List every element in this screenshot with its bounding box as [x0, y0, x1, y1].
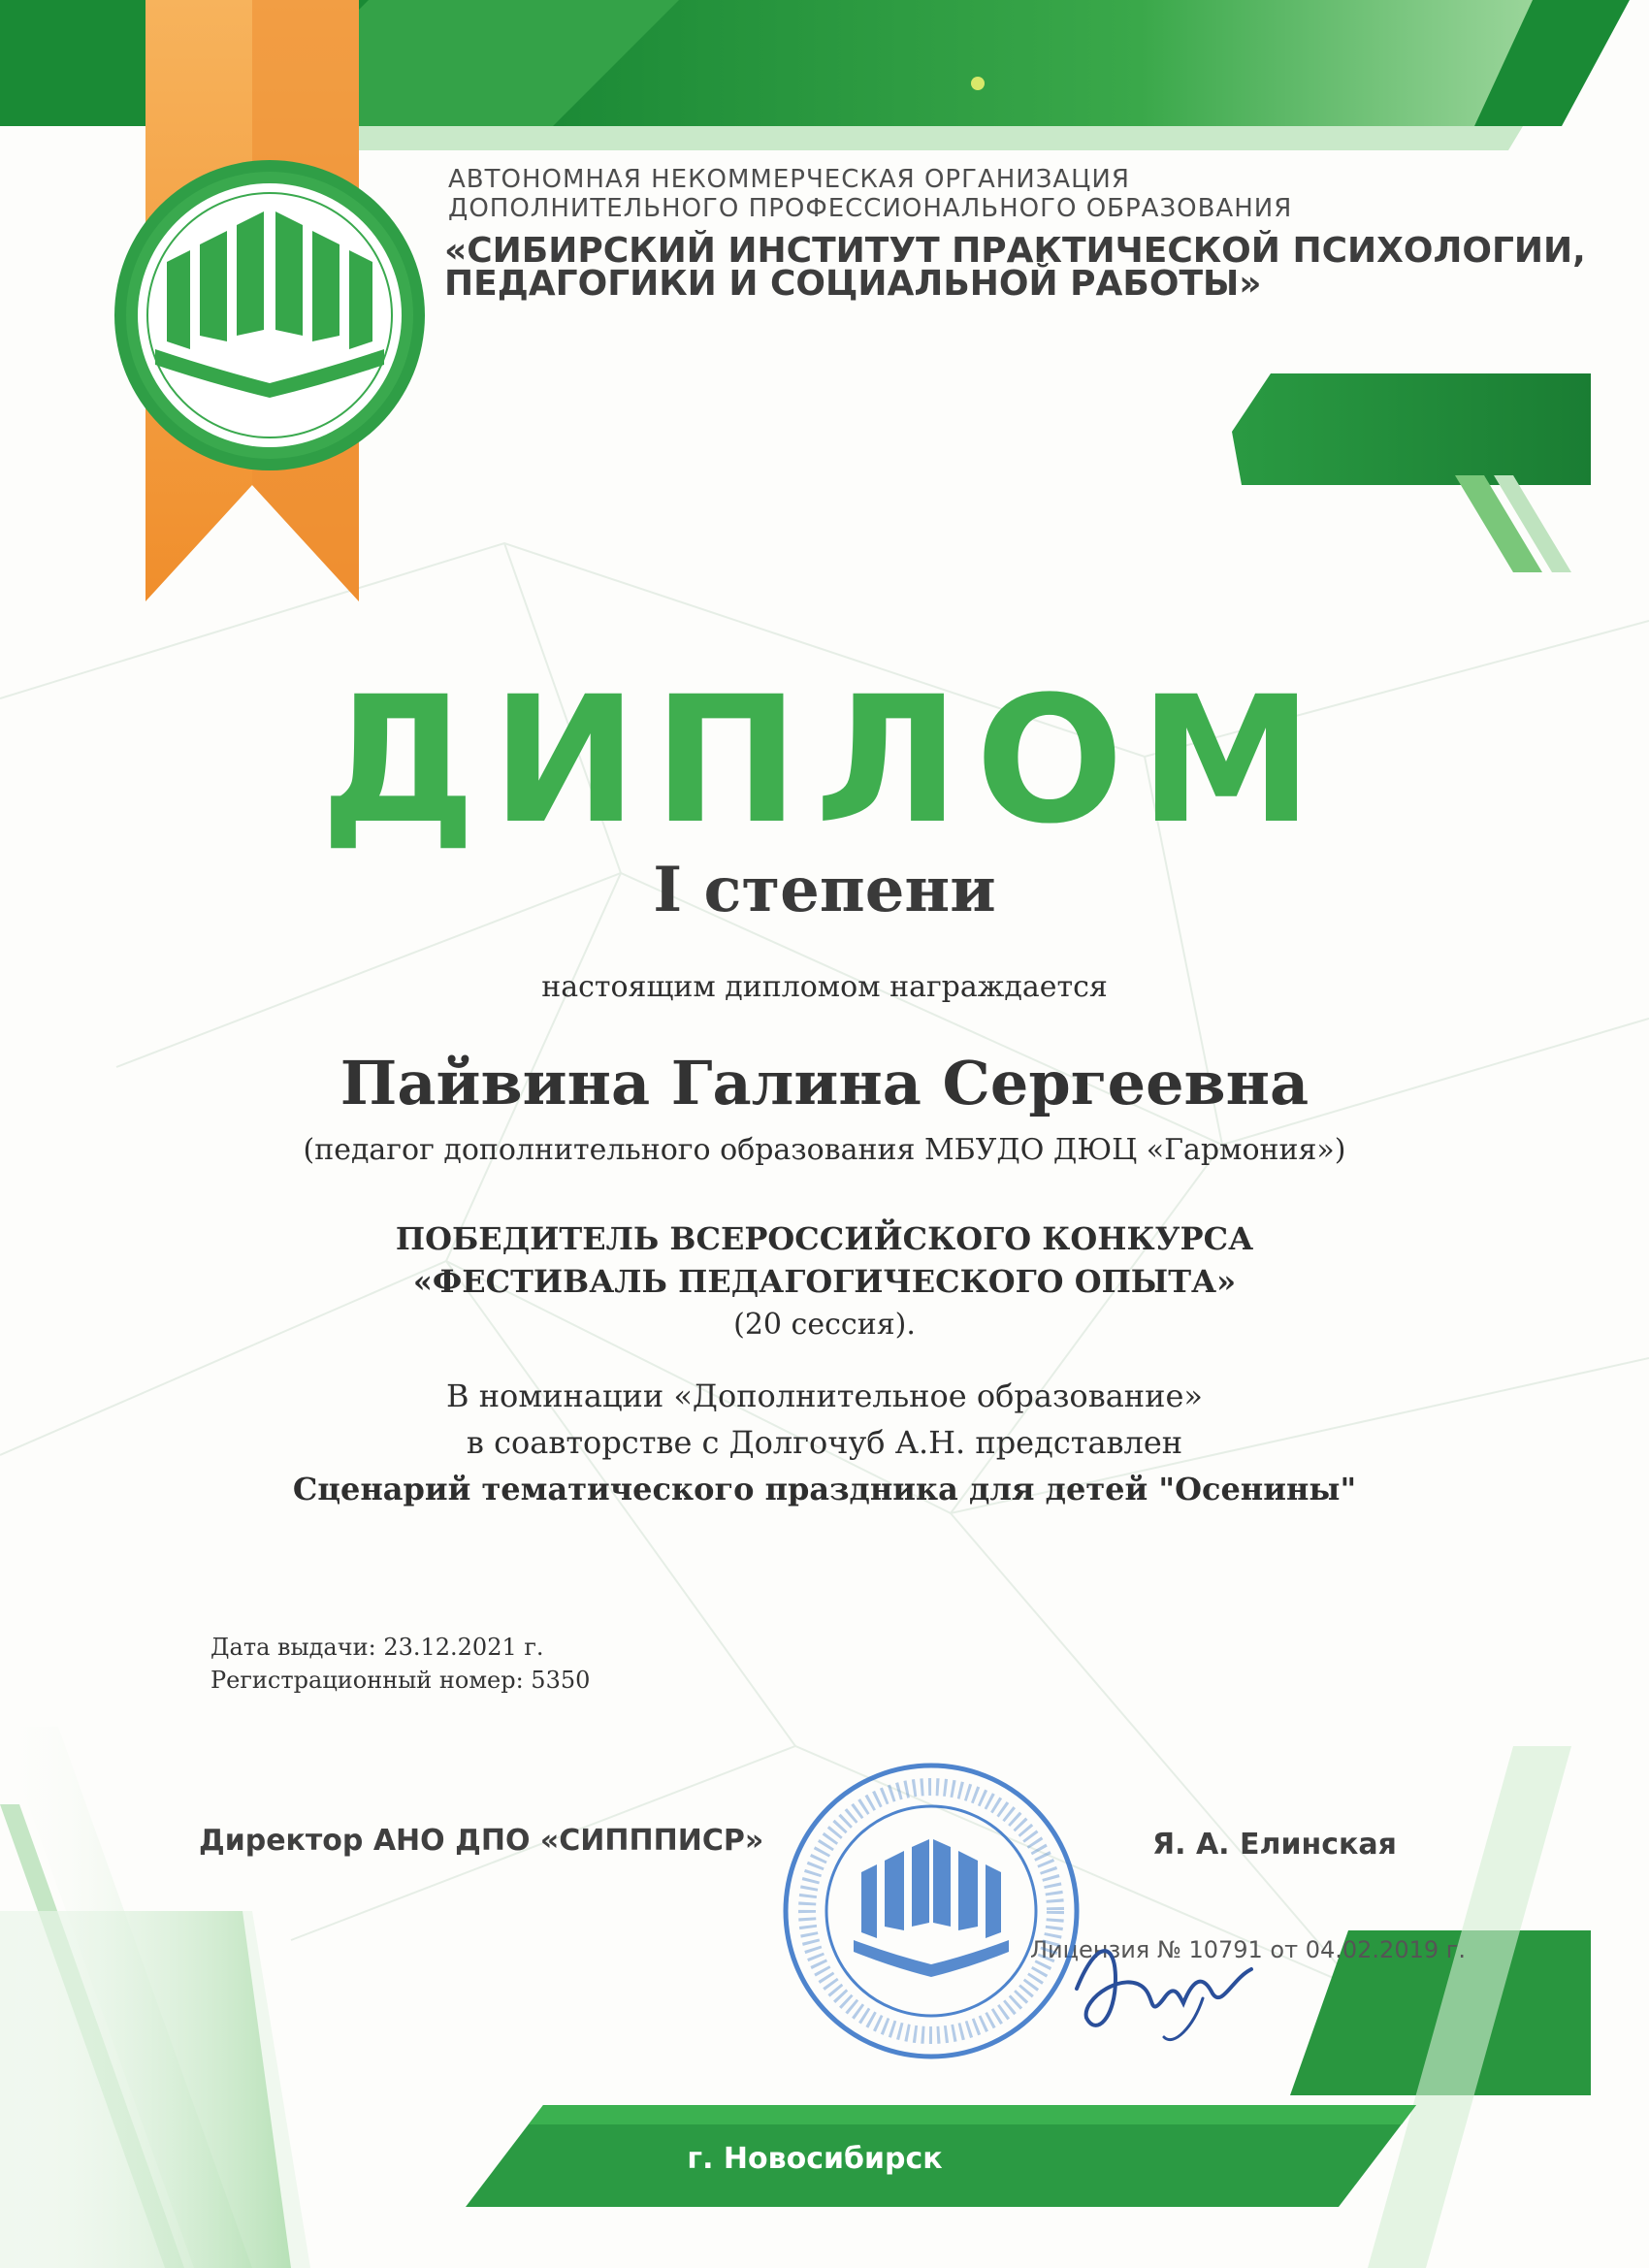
license-info: Лицензия № 10791 от 04.02.2019 г. — [1030, 1936, 1467, 1963]
awarded-text: настоящим дипломом награждается — [541, 970, 1108, 1004]
official-stamp — [776, 1756, 1086, 2066]
handwritten-signature — [1057, 1901, 1271, 2066]
achievement-line-2: «ФЕСТИВАЛЬ ПЕДАГОГИЧЕСКОГО ОПЫТА» — [412, 1263, 1237, 1300]
registration-number: Регистрационный номер: 5350 — [210, 1667, 591, 1694]
recipient-name: Пайвина Галина Сергеевна — [340, 1048, 1310, 1118]
director-title: Директор АНО ДПО «СИПППИСР» — [199, 1824, 764, 1858]
diploma-degree: I степени — [653, 854, 996, 926]
organization-type-line-2: ДОПОЛНИТЕЛЬНОГО ПРОФЕССИОНАЛЬНОГО ОБРАЗОВАНИЯ — [448, 194, 1293, 223]
coauthor: в соавторстве с Долгочуб А.Н. представлен — [466, 1424, 1183, 1461]
work-title: Сценарий тематического праздника для детей "Осенины" — [292, 1471, 1357, 1507]
city-label: г. Новосибирск — [687, 2142, 943, 2176]
organization-name-line-2: ПЕДАГОГИКИ И СОЦИАЛЬНОЙ РАБОТЫ» — [444, 264, 1262, 304]
diploma-title: ДИПЛОМ — [320, 660, 1329, 862]
organization-name-line-1: «СИБИРСКИЙ ИНСТИТУТ ПРАКТИЧЕСКОЙ ПСИХОЛОГИИ, — [444, 231, 1586, 271]
nomination: В номинации «Дополнительное образование» — [446, 1377, 1203, 1414]
logo-medallion — [114, 160, 425, 470]
achievement-session: (20 сессия). — [733, 1308, 916, 1342]
issue-date: Дата выдачи: 23.12.2021 г. — [210, 1634, 544, 1661]
achievement-line-1: ПОБЕДИТЕЛЬ ВСЕРОССИЙСКОГО КОНКУРСА — [395, 1220, 1254, 1257]
organization-type-line: АВТОНОМНАЯ НЕКОММЕРЧЕСКАЯ ОРГАНИЗАЦИЯ — [448, 165, 1130, 194]
director-name: Я. А. Елинская — [1152, 1828, 1397, 1862]
recipient-position: (педагог дополнительного образования МБУДО ДЮЦ «Гармония») — [303, 1133, 1346, 1167]
